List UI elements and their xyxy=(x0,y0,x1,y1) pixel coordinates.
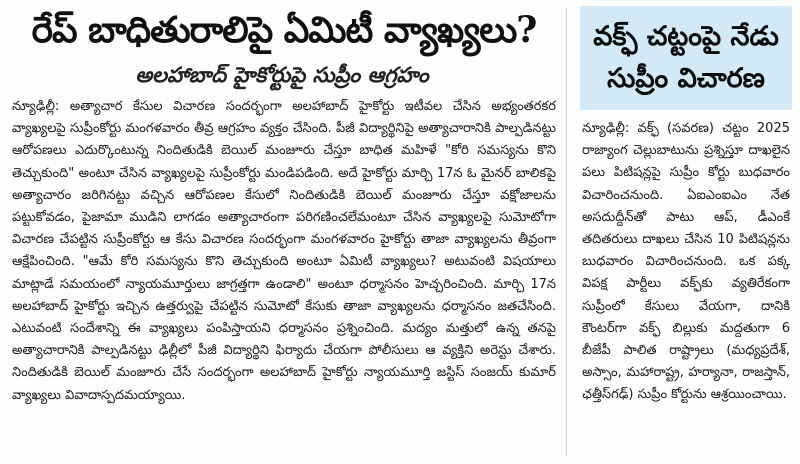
main-article-body xyxy=(12,96,556,407)
side-article xyxy=(572,0,800,464)
main-article-text: న్యూఢిల్లీ: అత్యాచార కేసుల విచారణ సందర్భంగా అలహాబాద్ హైకోర్టు ఇటీవల చేసిన అభ్యంతరకర వ్యాఖ్యలపై సుప్రీంకోర్టు మంగళవారం తీవ్ర ఆగ్రహం వ్యక్తం చేసింది. పీజీ విద్యార్థినిపై అత్యాచారానికి పాల్పడినట్టు ఆరోపణలు ఎదుర్కొంటున్న నిందితుడికి బెయిల్ మంజూరు చేస్తూ బాధిత మహిళే "కోరి సమస్యను కొని తెచ్చుకుంది" అంటూ చేసిన వ్యాఖ్యలపై సుప్రీంకోర్టు మండిపడింది. అదే హైకోర్టు మార్చి 17న ఓ మైనర్ బాలికపై అత్యాచారం జరిగినట్టు వచ్చిన ఆరోపణల కేసులో నిందితుడికి బెయిల్ మంజూరు చేస్తూ వక్షోజాలను పట్టుకోవడం, పైజామా ముడిని లాగడం అత్యాచారంగా పరిగణించలేమంటూ చేసిన వ్యాఖ్యలపై సుమోటోగా విచారణ చేపట్టిన సుప్రీంకోర్టు ఆ కేసు విచారణ సందర్భంగా మంగళవారం హైకోర్టు తాజా వ్యాఖ్యలను తీవ్రంగా ఆక్షేపించింది. "ఆమే కోరి సమస్యను కొని తెచ్చుకుంది అంటూ ఏమిటీ వ్యాఖ్యలు? అటువంటి విషయాలు మాట్లాడే సమయంలో న్యాయమూర్తులు జాగ్రత్తగా ఉండాలి" అంటూ ధర్మాసనం హెచ్చరించింది. మార్చి 17న అలహాబాద్ హైకోర్టు ఇచ్చిన ఉత్తర్వుపై చేపట్టిన సుమోటో కేసుకు తాజా వ్యాఖ్యలను ధర్మాసనం జతచేసింది. ఎటువంటి సందేశాన్ని ఈ వ్యాఖ్యలు పంపిస్తాయని ధర్మాసనం ప్రశ్నించింది. మద్యం మత్తులో ఉన్న తనపై అత్యాచారానికి పాల్పడినట్టు ఢిల్లీలో పీజీ విద్యార్థిని ఫిర్యాదు చేయగా పోలీసులు ఆ వ్యక్తిని అరెస్టు చేశారు. నిందితుడికి బెయిల్ మంజూరు చేసే సందర్భంగా అలహాబాద్ హైకోర్టు న్యాయమూర్తి జస్టిస్ సంజయ్ కుమార్ వ్యాఖ్యలు వివాదాస్పదమయ్యాయి. xyxy=(12,99,556,403)
column-divider xyxy=(566,8,567,456)
side-headline: వక్ఫ్ చట్టంపై నేడు సుప్రీం విచారణ xyxy=(593,21,779,94)
main-headline: రేప్ బాధితురాలిపై ఏమిటీ వ్యాఖ్యలు? xyxy=(31,9,537,51)
side-article-body xyxy=(582,118,790,407)
main-article xyxy=(4,0,560,464)
main-subheadline: అలహాబాద్ హైకోర్టుపై సుప్రీం ఆగ్రహం xyxy=(135,62,429,87)
side-article-text: న్యూఢిల్లీ: వక్ఫ్ (సవరణ) చట్టం 2025 రాజ్యాంగ చెల్లుబాటును ప్రశ్నిస్తూ దాఖలైన పలు పిటిషన్లపై సుప్రీం కోర్టు బుధవారం విచారించనుంది. ఏఐఎంఐఎం నేత అసదుద్దీన్‌తో పాటు ఆప్, డీఎంకే తదితరులు దాఖలు చేసిన 10 పిటిషన్లను బుధవారం విచారించనుంది. ఒక పక్క విపక్ష పార్టీలు వక్ఫ్‌కు వ్యతిరేకంగా సుప్రీంలో కేసులు వేయగా, దానికి కౌంటర్‌గా వక్ఫ్ బిల్లుకు మద్దతుగా 6 బీజేపీ పాలిత రాష్ట్రాలు (మధ్యప్రదేశ్, అస్సాం, మహారాష్ట్ర, హర్యానా, రాజస్తాన్, ఛత్తీస్‌గఢ్) సుప్రీం కోర్టును ఆశ్రయించాయి. xyxy=(582,121,790,403)
side-title-box xyxy=(580,6,792,110)
